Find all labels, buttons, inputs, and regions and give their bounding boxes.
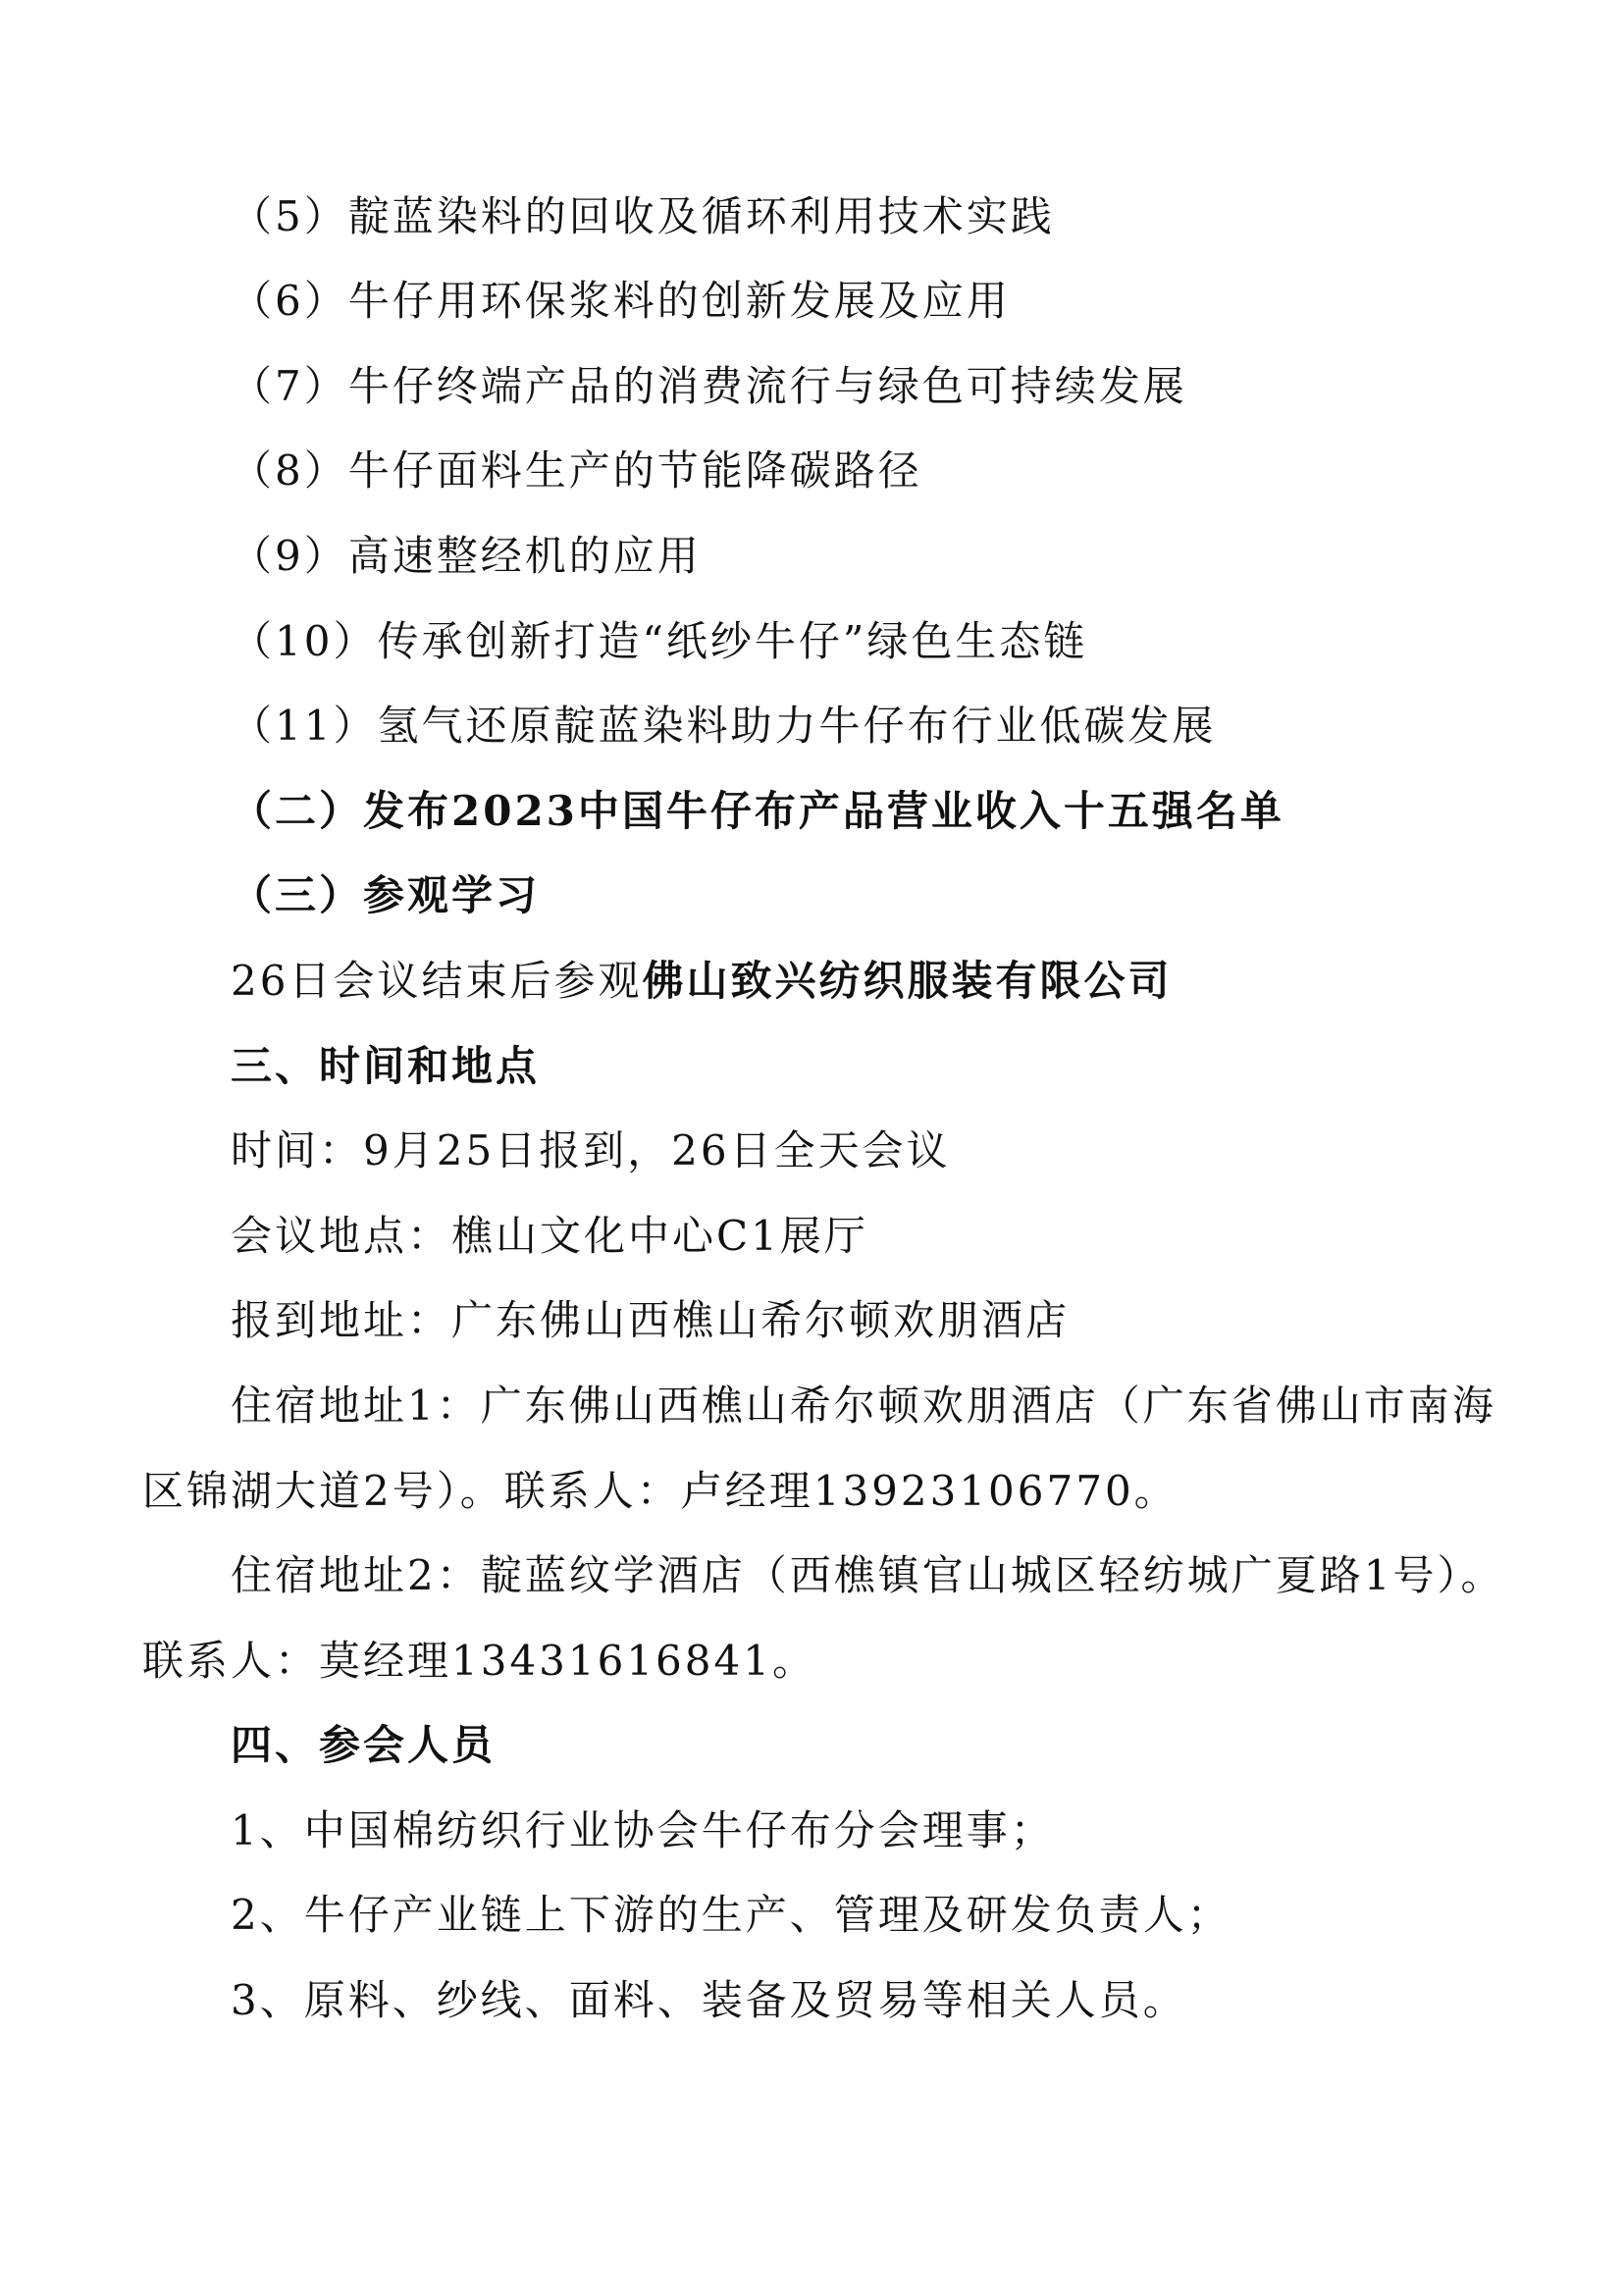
attendee-item-3: 3、原料、纱线、面料、装备及贸易等相关人员。: [231, 1976, 1187, 2024]
topic-item-9: （9）高速整经机的应用: [231, 532, 702, 580]
venue-line: 会议地点：樵山文化中心C1展厅: [231, 1212, 868, 1260]
time-line: 时间：9月25日报到，26日全天会议: [231, 1126, 951, 1174]
topic-item-7: （7）牛仔终端产品的消费流行与绿色可持续发展: [231, 362, 1187, 410]
topic-item-6: （6）牛仔用环保浆料的创新发展及应用: [231, 277, 1011, 325]
section-3-heading: 三、时间和地点: [231, 1042, 541, 1090]
topic-item-10: （10）传承创新打造“纸纱牛仔”绿色生态链: [231, 617, 1088, 665]
topic-item-11: （11）氢气还原靛蓝染料助力牛仔布行业低碳发展: [231, 702, 1217, 750]
attendee-item-2: 2、牛仔产业链上下游的生产、管理及研发负责人；: [231, 1891, 1231, 1939]
visit-prefix: 26日会议结束后参观: [231, 957, 643, 1005]
subsection-3-heading: （三）参观学习: [231, 871, 541, 919]
hotel-2-line-1: 住宿地址2：靛蓝纹学酒店（西樵镇官山城区轻纺城广夏路1号）。: [231, 1551, 1505, 1599]
checkin-address-line: 报到地址：广东佛山西樵山希尔顿欢朋酒店: [231, 1296, 1071, 1344]
visit-company: 佛山致兴纺织服装有限公司: [642, 957, 1173, 1005]
visit-paragraph: [231, 952, 1172, 1011]
subsection-2-heading: （二）发布2023中国牛仔布产品营业收入十五强名单: [231, 787, 1284, 835]
attendee-item-1: 1、中国棉纺织行业协会牛仔布分会理事；: [231, 1806, 1055, 1854]
topic-item-8: （8）牛仔面料生产的节能降碳路径: [231, 446, 922, 495]
hotel-1-line-2: 区锦湖大道2号）。联系人：卢经理13923106770。: [142, 1467, 1179, 1515]
section-4-heading: 四、参会人员: [231, 1721, 497, 1769]
hotel-2-line-2: 联系人：莫经理13431616841。: [142, 1637, 816, 1685]
hotel-1-line-1: 住宿地址1：广东佛山西樵山希尔顿欢朋酒店（广东省佛山市南海: [231, 1382, 1496, 1430]
topic-item-5: （5）靛蓝染料的回收及循环利用技术实践: [231, 192, 1055, 240]
